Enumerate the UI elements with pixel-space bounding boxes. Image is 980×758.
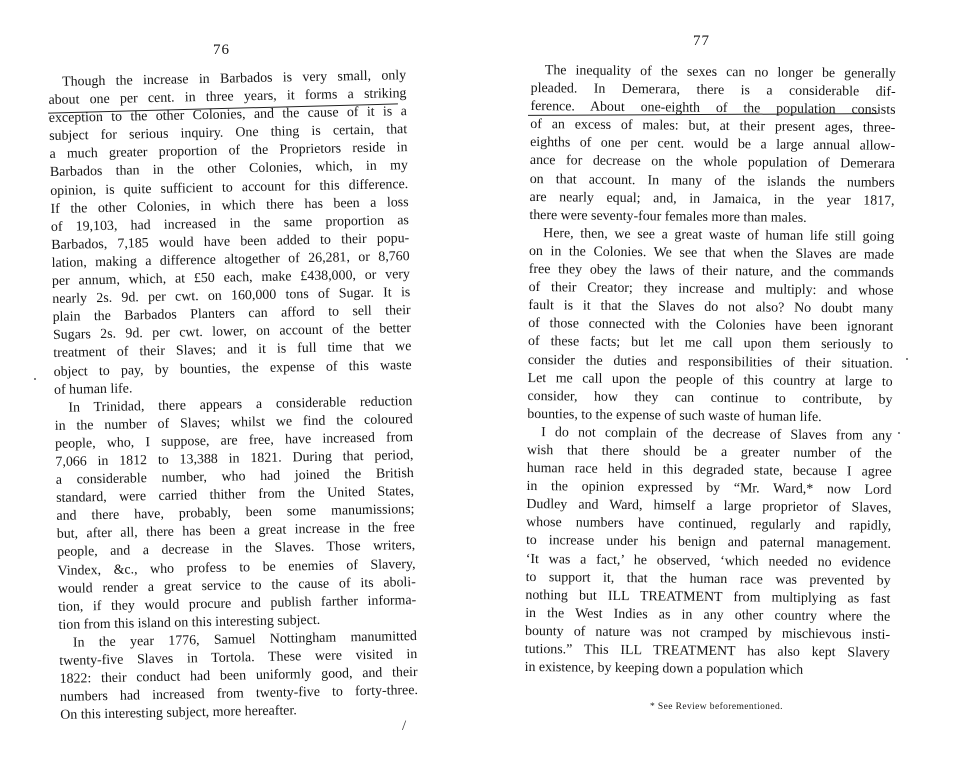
right-page [490,0,980,758]
text-line: treatment of their Slaves; and it is full time that we [53,339,412,362]
text-line: standard, were carried thither from the United States, [56,484,415,507]
text-line: twenty-five Slaves in Tortola. These were visited in [59,647,418,669]
text-line: of their Creator; they increase and multiply: and whose [528,280,894,299]
text-line: people, who, I suppose, are free, have increased from [54,429,414,452]
text-line: Dudley and Ward, himself a large proprietor of Slaves, [526,497,892,517]
text-line: ference. About one-eighth of the population consists [530,99,896,119]
text-line: in the number of Slaves; whilst we find the coloured [54,411,413,434]
text-line: a much greater proportion of the Proprietors reside in [49,140,408,163]
text-line: tutions.” This ILL TREATMENT has also kept Slavery [524,641,890,661]
text-line: ance for decrease on the whole population of Demerara [529,153,896,173]
paragraph-complaint [525,424,893,681]
text-line: I do not complain of the decrease of Slaves from any [541,425,893,444]
text-line: 1822: their conduct had been uniformly good, and their [59,665,418,687]
text-line: The inequality of the sexes can no longer be generally [544,63,896,82]
text-line: of human life. [53,381,133,398]
paragraph-inequality [529,62,896,229]
text-line: opinion, is quite sufficient to account for this difference. [50,176,409,199]
paragraph-tortola [59,628,419,725]
text-line: In the year 1776, Samuel Nottingham manumitted [72,628,418,651]
text-line: pleaded. In Demerara, there is a considerable dif- [530,81,896,100]
text-line: bounties, to the expense of such waste of human life. [527,406,822,425]
text-line: Sugars 2s. 9d. per cwt. lower, on account of the better [52,321,412,344]
text-line: Though the increase in Barbados is very small, only [62,68,407,90]
paragraph-barbados [48,67,412,400]
text-line: and there have, probably, been some manumissions; [56,502,415,525]
margin-speck [898,432,900,434]
text-line: of 19,103, had increased in the same proportion as [50,212,410,235]
text-line: people, and a decrease in the Slaves. Those writers, [57,538,416,561]
text-line: ‘It was a fact,’ he observed, ‘which needed no evidence [525,551,891,571]
text-line: consider, how they can continue to contribute, by [527,388,893,408]
text-line: to increase under his benign and paternal management. [525,533,892,553]
text-line: on that account. In many of the islands the numbers [529,171,895,191]
text-line: Here, then, we see a great waste of human life still going [543,225,895,245]
text-line: eighths of one per cent. would be a large annual allow- [530,135,896,155]
text-line: are nearly equal; and, in Jamaica, in the year 1817, [529,189,895,209]
text-line: Barbados, 7,185 would have been added to their popu- [51,230,410,253]
text-line: a considerable number, who had joined the British [55,466,414,488]
text-line: nothing but ILL TREATMENT from multiplying as fast [525,587,891,607]
text-line: Let me call upon the people of this country at large to [527,370,893,390]
text-line: consider the duties and responsibilities of their situation. [527,352,893,372]
text-line: in the West Indies as in any other country where the [525,605,891,625]
text-line: exception to the other Colonies, and the cause of it is a [48,104,407,127]
text-line: wish that there should be a greater number of the [526,442,892,462]
margin-speck [34,378,36,380]
text-line: would render a great service to the cause of its aboli- [57,574,416,597]
text-line: human race held in this degraded state, because I agree [526,461,892,480]
text-line: If the other Colonies, in which there has been a loss [50,194,409,217]
text-line: free they obey the laws of their nature, and the commands [528,262,894,281]
text-line: fault is it that the Slaves do not also? No doubt many [528,298,894,318]
pencil-mark: / [402,718,407,734]
text-line: tion, if they would procure and publish farther informa- [58,592,417,615]
text-line: of those connected with the Colonies have been ignorant [528,316,894,336]
text-line: 7,066 in 1812 to 13,388 in 1821. During that period, [55,448,414,470]
text-line: On this interesting subject, more hereafter. [60,703,297,724]
text-line: whose numbers have continued, regularly and rapidly, [526,515,892,535]
text-line: of an excess of males: but, at their present ages, three- [530,117,896,137]
text-line: per annum, which, at £50 each, make £438,000, or very [51,267,411,289]
margin-speck [906,358,908,360]
text-line: numbers had increased from twenty-five to forty-three. [59,683,419,706]
page-number-right: 77 [693,33,710,49]
text-line: object to pay, by bounties, the expense of this waste [53,357,412,380]
text-line: to support it, that the human race was prevented by [525,569,891,589]
text-line: plain the Barbados Planters can afford to sell their [52,303,411,326]
left-page-body [48,67,418,725]
text-line: tion from this island on this interesting subject. [58,612,321,633]
text-line: lation, making a difference altogether of 26,281, or 8,760 [51,249,410,271]
text-line: there were seventy-four females more than males. [529,207,807,226]
right-page-body [525,62,896,681]
footnote: * See Review beforementioned. [650,702,783,712]
text-line: nearly 2s. 9d. per cwt. on 160,000 tons of Sugar. It is [52,285,411,308]
paragraph-waste [527,225,894,428]
text-line: in the opinion expressed by “Mr. Ward,* now Lord [526,479,892,498]
text-line: Barbados than in the other Colonies, which, in my [49,158,408,181]
text-line: In Trinidad, there appears a considerable reduction [68,393,413,416]
text-line: on in the Colonies. We see that when the Slaves are made [528,243,895,263]
text-line: in existence, by keeping down a population which [524,660,804,678]
paragraph-trinidad [54,393,416,635]
text-line: but, after all, there has been a great increase in the free [56,520,415,543]
text-line: subject for serious inquiry. One thing is certain, that [49,122,408,145]
text-line: about one per cent. in three years, it forms a striking [48,86,407,109]
page-number-left: 76 [213,42,230,58]
text-line: Vindex, &c., who profess to be enemies of Slavery, [57,556,416,579]
text-line: bounty of nature was not cramped by mischievous insti- [524,623,891,643]
text-line: of these facts; but let me call upon them seriously to [527,334,894,354]
